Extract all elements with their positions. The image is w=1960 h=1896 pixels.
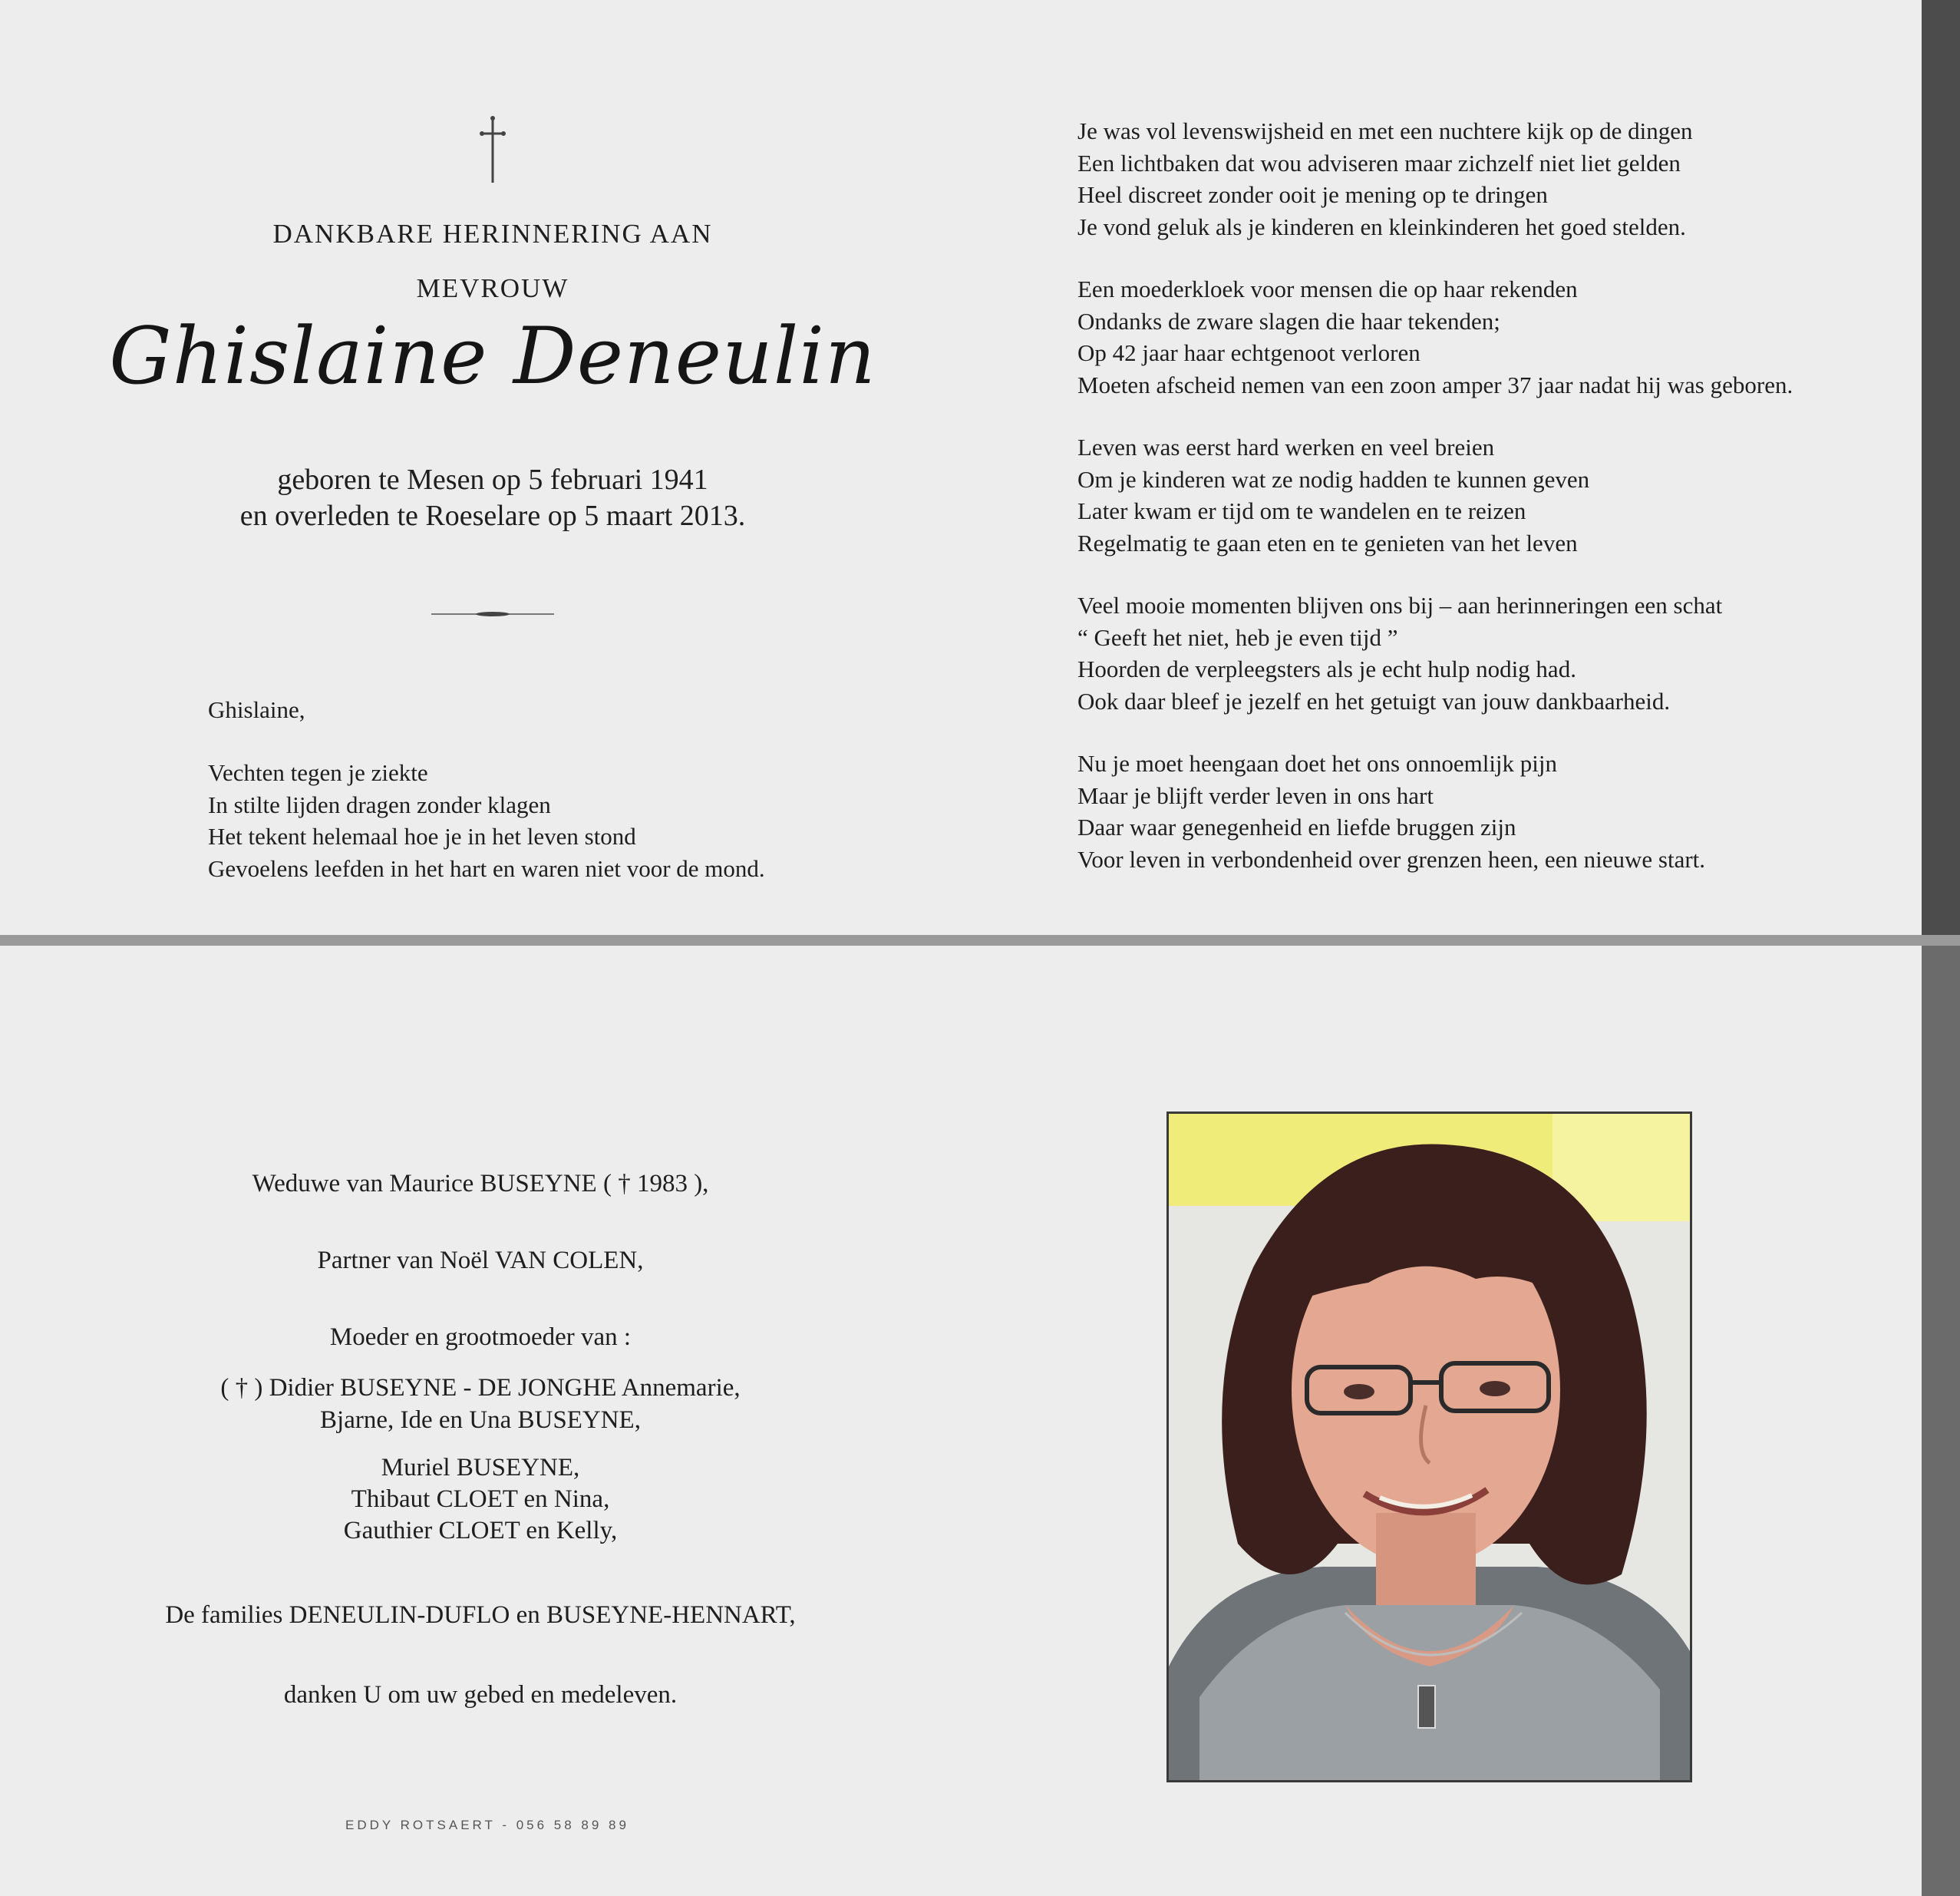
poem-line: Vechten tegen je ziekte [208, 759, 428, 786]
poem-line: Regelmatig te gaan eten en te genieten van het leven [1077, 529, 1578, 557]
title-mevrouw: MEVROUW [416, 273, 569, 303]
poem-line: Ondanks de zware slagen die haar tekenden; [1077, 307, 1500, 335]
scan-edge [1922, 946, 1960, 1896]
family-line: ( † ) Didier BUSEYNE - DE JONGHE Annemarie, [220, 1374, 741, 1402]
death-line: en overleden te Roeselare op 5 maart 2013. [239, 500, 746, 532]
poem-line: Veel mooie momenten blijven ons bij – aan herinneringen een schat [1077, 592, 1723, 619]
family-line: Bjarne, Ide en Una BUSEYNE, [320, 1406, 641, 1434]
poem-line: Je was vol levenswijsheid en met een nuchtere kijk op de dingen [1077, 117, 1693, 144]
remembrance-heading: DANKBARE HERINNERING AAN [272, 219, 713, 249]
salutation: Ghislaine, [208, 696, 305, 723]
poem-line: Heel discreet zonder ooit je mening op te dringen [1077, 181, 1548, 208]
poem-line: Het tekent helemaal hoe je in het leven stond [208, 823, 636, 850]
poem-line: Daar waar genegenheid en liefde bruggen zijn [1077, 814, 1516, 841]
printer-credit: EDDY ROTSAERT - 056 58 89 89 [345, 1818, 629, 1832]
poem-line: Om je kinderen wat ze nodig hadden te kunnen geven [1077, 465, 1590, 493]
poem-line: Nu je moet heengaan doet het ons onnoemlijk pijn [1077, 750, 1558, 777]
thanks-line: danken U om uw gebed en medeleven. [283, 1681, 678, 1709]
family-line: Gauthier CLOET en Kelly, [343, 1517, 618, 1544]
poem-line: Een lichtbaken dat wou adviseren maar zichzelf niet liet gelden [1077, 149, 1681, 177]
scan-edge [1922, 0, 1960, 935]
poem-line: Op 42 jaar haar echtgenoot verloren [1077, 339, 1421, 366]
divider-ornament [431, 611, 554, 617]
poem-line: Moeten afscheid nemen van een zoon amper 37 jaar nadat hij was geboren. [1077, 371, 1793, 398]
card-front-spread [0, 0, 1922, 935]
family-line: Thibaut CLOET en Nina, [351, 1485, 610, 1513]
poem-line: Later kwam er tijd om te wandelen en te reizen [1077, 497, 1526, 524]
stanza-spacer [1077, 243, 1793, 273]
family-line: Muriel BUSEYNE, [381, 1454, 580, 1481]
stanza-spacer [1077, 401, 1793, 431]
poem-line: Hoorden de verpleegsters als je echt hulp nodig had. [1077, 656, 1576, 682]
portrait-photo [1166, 1112, 1692, 1782]
poem-line: Gevoelens leefden in het hart en waren niet voor de mond. [208, 854, 765, 882]
poem-line: Je vond geluk als je kinderen en kleinkinderen het goed stelden. [1077, 213, 1686, 240]
right-poem [1077, 115, 1793, 875]
deceased-name: Ghislaine Deneulin [109, 311, 876, 402]
mother-intro: Moeder en grootmoeder van : [329, 1323, 632, 1351]
stanza-spacer [1077, 559, 1793, 590]
poem-line: Voor leven in verbondenheid over grenzen heen, een nieuwe start. [1077, 845, 1706, 873]
portrait-illustration [1169, 1114, 1690, 1780]
poem-line: “ Geeft het niet, heb je even tijd ” [1077, 623, 1398, 651]
widow-line: Weduwe van Maurice BUSEYNE ( † 1983 ), [252, 1170, 709, 1197]
birth-line: geboren te Mesen op 5 februari 1941 [277, 464, 708, 496]
cross-icon [479, 115, 506, 184]
stanza-spacer [1077, 717, 1793, 748]
poem-line: Maar je blijft verder leven in ons hart [1077, 781, 1434, 809]
poem-line: Leven was eerst hard werken en veel breien [1077, 434, 1495, 461]
poem-line: Ook daar bleef je jezelf en het getuigt van jouw dankbaarheid. [1077, 687, 1671, 715]
families-line: De families DENEULIN-DUFLO en BUSEYNE-HENNART, [165, 1601, 796, 1629]
poem-line: Een moederkloek voor mensen die op haar rekenden [1077, 276, 1578, 302]
partner-line: Partner van Noël VAN COLEN, [317, 1247, 644, 1274]
card-fold-gap [0, 935, 1960, 946]
left-poem [208, 757, 765, 884]
poem-line: In stilte lijden dragen zonder klagen [208, 791, 551, 818]
